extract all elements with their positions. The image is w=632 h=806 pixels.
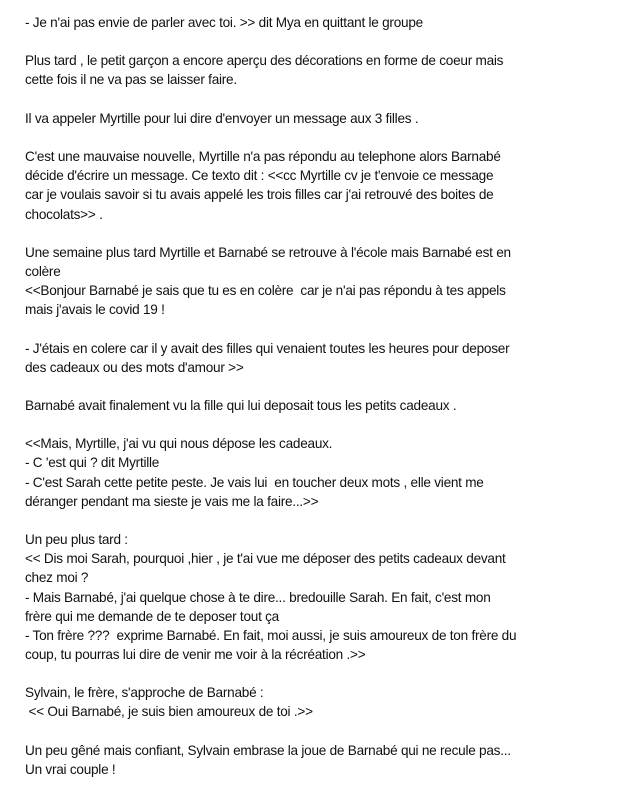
text-line: Un vrai couple !: [25, 761, 116, 777]
paragraph: [25, 51, 625, 89]
paragraph: [25, 339, 625, 377]
text-line: Un peu plus tard :: [25, 532, 128, 548]
text-line: frère qui me demande de te deposer tout ça: [25, 608, 279, 624]
paragraph: [25, 147, 625, 224]
paragraph: [25, 434, 625, 511]
text-line: Une semaine plus tard Myrtille et Barnabé se retrouve à l'école mais Barnabé est en: [25, 244, 511, 260]
text-line: décide d'écrire un message. Ce texto dit : <<cc Myrtille cv je t'envoie ce message: [25, 168, 494, 184]
paragraph: [25, 109, 625, 128]
text-line: mais j'avais le covid 19 !: [25, 302, 165, 318]
text-line: des cadeaux ou des mots d'amour >>: [25, 359, 244, 375]
text-line: chocolats>> .: [25, 206, 103, 222]
paragraph: [25, 530, 625, 664]
text-line: Il va appeler Myrtille pour lui dire d'envoyer un message aux 3 filles .: [25, 110, 419, 126]
text-line: cette fois il ne va pas se laisser faire.: [25, 72, 237, 88]
text-line: Un peu gêné mais confiant, Sylvain embrase la joue de Barnabé qui ne recule pas...: [25, 742, 511, 758]
paragraph: [25, 396, 625, 415]
text-line: <<Bonjour Barnabé je sais que tu es en colère car je n'ai pas répondu à tes appels: [25, 283, 506, 299]
text-line: - J'étais en colere car il y avait des filles qui venaient toutes les heures pour deposer: [25, 340, 510, 356]
paragraph: [25, 741, 625, 779]
text-line: chez moi ?: [25, 570, 89, 586]
text-line: Plus tard , le petit garçon a encore aperçu des décorations en forme de coeur mais: [25, 53, 504, 69]
paragraph: [25, 13, 625, 32]
text-line: colère: [25, 263, 61, 279]
text-line: - Je n'ai pas envie de parler avec toi. >> dit Mya en quittant le groupe: [25, 15, 423, 30]
text-line: - Mais Barnabé, j'ai quelque chose à te dire... bredouille Sarah. En fait, c'est mon: [25, 589, 491, 605]
text-line: - C'est Sarah cette petite peste. Je vais lui en toucher deux mots , elle vient me: [25, 474, 484, 490]
text-line: Sylvain, le frère, s'approche de Barnabé :: [25, 685, 264, 701]
text-line: déranger pendant ma sieste je vais me la faire...>>: [25, 493, 319, 509]
text-line: << Oui Barnabé, je suis bien amoureux de toi .>>: [25, 704, 313, 720]
text-line: - C 'est qui ? dit Myrtille: [25, 455, 160, 471]
paragraph: [25, 683, 625, 721]
text-line: - Ton frère ??? exprime Barnabé. En fait, moi aussi, je suis amoureux de ton frère du: [25, 627, 517, 643]
text-line: Barnabé avait finalement vu la fille qui lui deposait tous les petits cadeaux .: [25, 398, 457, 414]
text-line: <<Mais, Myrtille, j'ai vu qui nous dépose les cadeaux.: [25, 436, 333, 452]
text-line: car je voulais savoir si tu avais appelé les trois filles car j'ai retrouvé des boites de: [25, 187, 494, 203]
text-line: C'est une mauvaise nouvelle, Myrtille n'a pas répondu au telephone alors Barnabé: [25, 149, 501, 165]
paragraph: [25, 243, 625, 320]
text-line: << Dis moi Sarah, pourquoi ,hier , je t'ai vue me déposer des petits cadeaux devant: [25, 551, 506, 567]
document-body: [25, 13, 625, 798]
text-line: coup, tu pourras lui dire de venir me voir à la récréation .>>: [25, 647, 366, 663]
